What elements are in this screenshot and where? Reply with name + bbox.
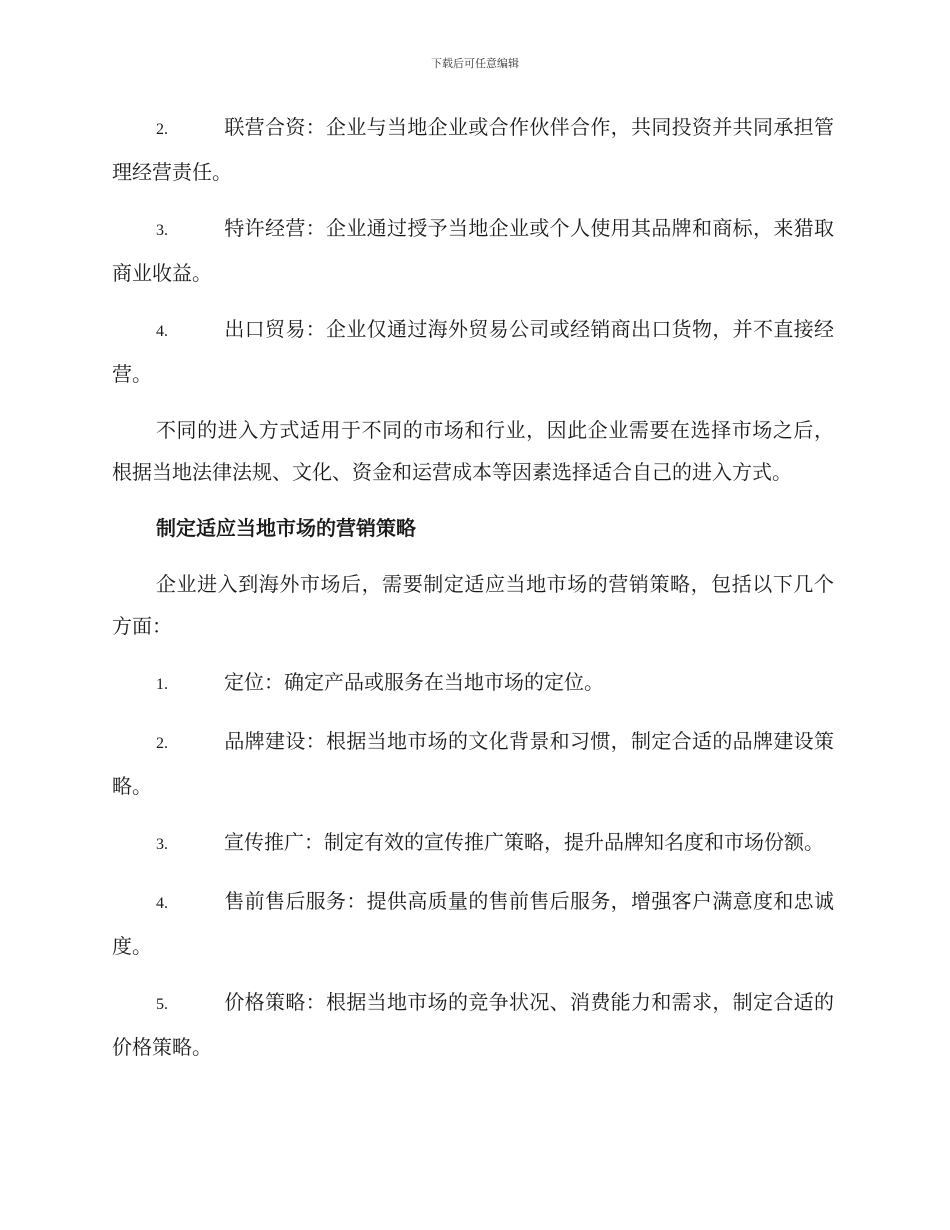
list-item	[112, 981, 834, 1068]
list-item	[112, 880, 834, 967]
page-header: 下载后可任意编辑	[431, 57, 519, 70]
list-item	[112, 207, 834, 294]
list-text: 特许经营：企业通过授予当地企业或个人使用其品牌和商标，来猎取商业收益。	[112, 216, 834, 285]
list-text: 宣传推广：制定有效的宣传推广策略，提升品牌知名度和市场份额。	[224, 830, 824, 854]
list-item	[112, 106, 834, 193]
list-item	[112, 308, 834, 395]
document-body	[112, 106, 834, 1082]
list-item	[112, 661, 834, 706]
list-item	[112, 821, 834, 866]
list-number: 5.	[156, 996, 168, 1013]
list-number: 2.	[156, 121, 168, 138]
conclusion-paragraph: 不同的进入方式适用于不同的市场和行业，因此企业需要在选择市场之后，根据当地法律法规、文化、资金和运营成本等因素选择适合自己的进入方式。	[112, 418, 834, 484]
section-heading: 制定适应当地市场的营销策略	[156, 516, 416, 540]
list-text: 出口贸易：企业仅通过海外贸易公司或经销商出口货物，并不直接经营。	[112, 317, 834, 386]
list-number: 4.	[156, 895, 168, 912]
list-number: 3.	[156, 836, 168, 853]
list-text: 联营合资：企业与当地企业或合作伙伴合作，共同投资并共同承担管理经营责任。	[112, 115, 834, 184]
list-number: 4.	[156, 323, 168, 340]
list-text: 售前售后服务：提供高质量的售前售后服务，增强客户满意度和忠诚度。	[112, 889, 834, 958]
list-number: 2.	[156, 735, 168, 752]
list-number: 3.	[156, 222, 168, 239]
list-text: 价格策略：根据当地市场的竞争状况、消费能力和需求，制定合适的价格策略。	[112, 990, 834, 1059]
list-text: 定位：确定产品或服务在当地市场的定位。	[224, 670, 604, 694]
list-text: 品牌建设：根据当地市场的文化背景和习惯，制定合适的品牌建设策略。	[112, 729, 834, 798]
intro-paragraph: 企业进入到海外市场后，需要制定适应当地市场的营销策略，包括以下几个方面：	[112, 572, 834, 638]
list-number: 1.	[156, 676, 168, 693]
list-item	[112, 720, 834, 807]
